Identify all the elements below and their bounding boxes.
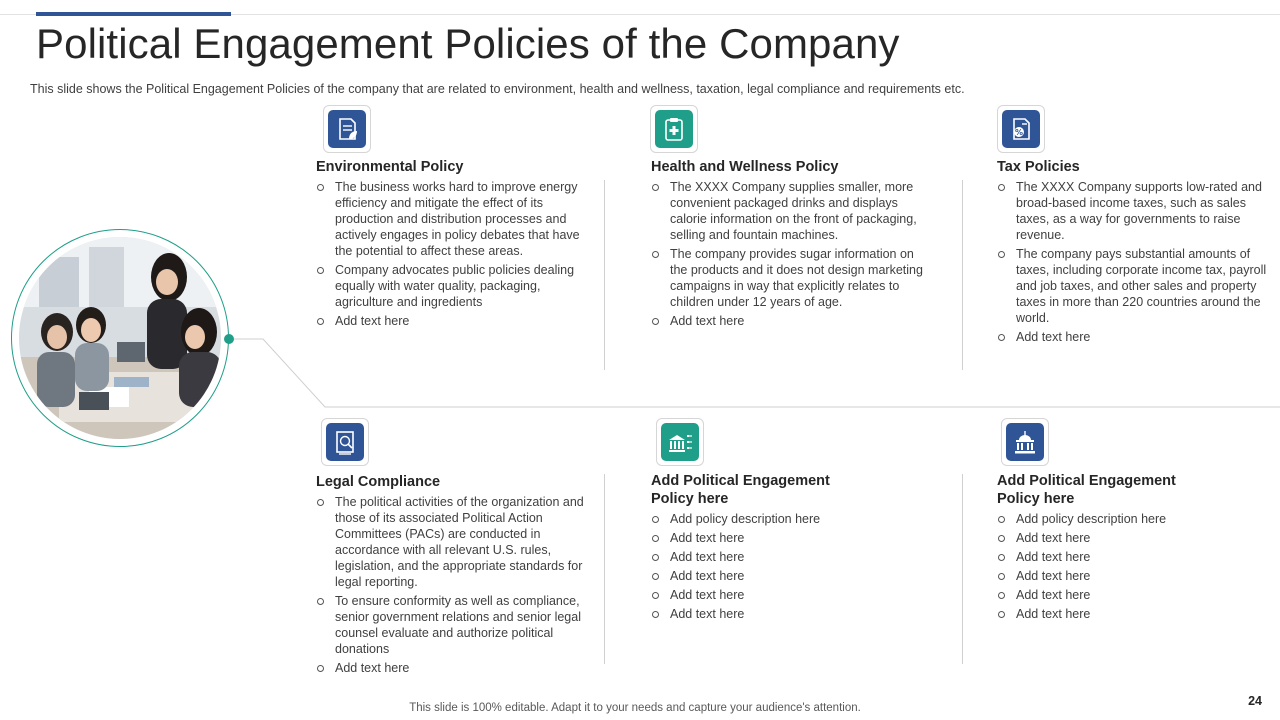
card-title: Legal Compliance	[316, 474, 441, 490]
divider-row1-b	[962, 180, 963, 370]
list-item: Add text here	[997, 329, 1272, 345]
health-clipboard-icon	[650, 105, 698, 153]
tax-document-icon	[997, 105, 1045, 153]
list-item: Add text here	[651, 568, 861, 584]
card-title: Add Political Engagement Policy here	[651, 473, 830, 507]
list-item: Add text here	[997, 530, 1197, 546]
card-title: Environmental Policy	[316, 159, 464, 175]
list-item: Add text here	[651, 549, 861, 565]
list-item: Add text here	[651, 587, 861, 603]
svg-text:%: %	[1014, 128, 1024, 137]
list-item: Add policy description here	[651, 511, 861, 527]
list-item: Add text here	[997, 549, 1197, 565]
card-title: Add Political Engagement Policy here	[997, 473, 1176, 507]
tax-policies-card	[997, 158, 1272, 348]
divider-row2-a	[604, 474, 605, 664]
slide-title: Political Engagement Policies of the Company	[36, 20, 900, 67]
list-item: Add text here	[997, 587, 1197, 603]
slide-footer: This slide is 100% editable. Adapt it to your needs and capture your audience's attention.	[409, 702, 861, 714]
page-number: 24	[1248, 694, 1262, 708]
capitol-building-icon	[1001, 418, 1049, 466]
list-item: Add text here	[316, 660, 591, 676]
list-item: Add policy description here	[997, 511, 1197, 527]
list-item: Add text here	[316, 313, 591, 329]
list-item: The company provides sugar information on the products and it does not design marketing campaigns in way that explicitly relates to children under 12 years of age.	[651, 246, 926, 310]
political-engagement-card-1	[651, 472, 861, 625]
list-item: To ensure conformity as well as compliance, senior government relations and senior legal counsel evaluate and authorize political donations	[316, 593, 591, 657]
card-title: Health and Wellness Policy	[651, 159, 839, 175]
environment-document-icon	[323, 105, 371, 153]
list-item: The XXXX Company supports low-rated and broad-based income taxes, such as sales taxes, as a way for governments to raise revenue.	[997, 179, 1272, 243]
list-item: The political activities of the organization and those of its associated Political Action Committees (PACs) are conducted in accordance with all relevant U.S. rules, legislation, and the appropriate standards for legal reporting.	[316, 494, 591, 590]
list-item: The company pays substantial amounts of taxes, including corporate income tax, payroll and job taxes, and other sales and property taxes in more than 220 countries around the world.	[997, 246, 1272, 326]
government-building-list-icon	[656, 418, 704, 466]
team-meeting-photo	[19, 237, 221, 439]
environmental-policy-card	[316, 158, 591, 332]
list-item: The XXXX Company supplies smaller, more convenient packaged drinks and displays calorie information on the front of packaging, selling and fountain machines.	[651, 179, 926, 243]
title-accent-bar	[36, 12, 231, 16]
list-item: Add text here	[651, 313, 926, 329]
legal-compliance-card	[316, 473, 591, 679]
health-wellness-policy-card	[651, 158, 926, 332]
political-engagement-card-2	[997, 472, 1197, 625]
divider-row1-a	[604, 180, 605, 370]
list-item: Add text here	[651, 606, 861, 622]
slide-subtitle: This slide shows the Political Engagement Policies of the company that are related to environment, health and wellness, taxation, legal compliance and requirements etc.	[30, 82, 965, 96]
divider-row2-b	[962, 474, 963, 664]
list-item: Add text here	[997, 568, 1197, 584]
list-item: Add text here	[651, 530, 861, 546]
list-item: Company advocates public policies dealing equally with water quality, packaging, agriculture and ingredients	[316, 262, 591, 310]
legal-compliance-icon	[321, 418, 369, 466]
list-item: Add text here	[997, 606, 1197, 622]
card-title: Tax Policies	[997, 159, 1080, 175]
list-item: The business works hard to improve energy efficiency and mitigate the effect of its production and distribution processes and actively engages in policy debates that have the potential to affect these areas.	[316, 179, 591, 259]
